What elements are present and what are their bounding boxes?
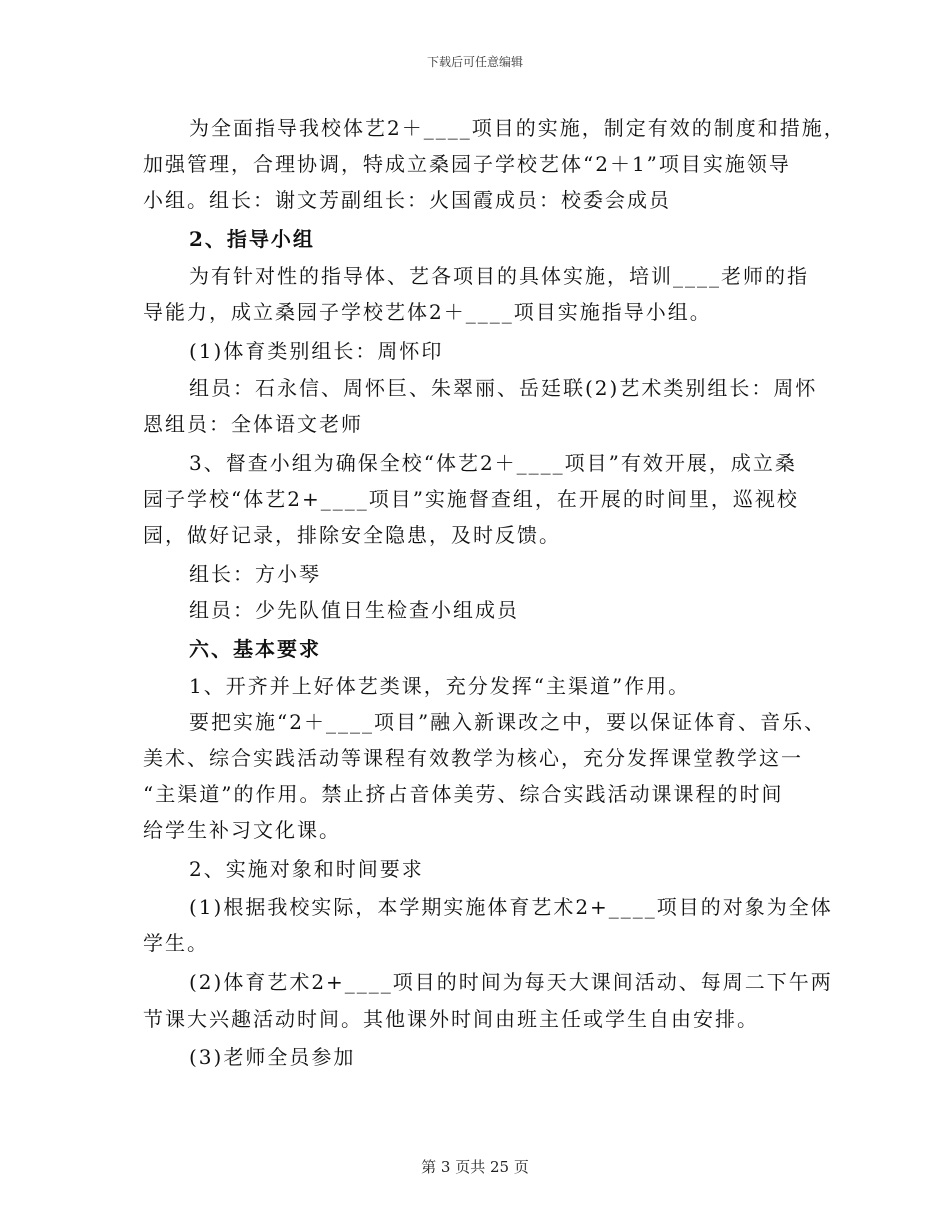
paragraph-line: 小组。组长：谢文芳副组长：火国霞成员：校委会成员 xyxy=(143,188,671,212)
paragraph-line: 3、督查小组为确保全校“体艺2＋____项目”有效开展，成立桑 xyxy=(189,451,797,475)
paragraph-line: (2)体育艺术2+____项目的时间为每天大课间活动、每周二下午两 xyxy=(189,970,833,994)
paragraph-line: 要把实施“2＋____项目”融入新课改之中，要以保证体育、音乐、 xyxy=(189,710,827,734)
paragraph-line: 加强管理，合理协调，特成立桑园子学校艺体“2＋1”项目实施领导 xyxy=(143,152,791,176)
paragraph-line: 组长：方小琴 xyxy=(189,562,321,586)
paragraph-line: 给学生补习文化课。 xyxy=(143,818,341,842)
paragraph-line: 园子学校“体艺2+____项目”实施督查组，在开展的时间里，巡视校 xyxy=(143,487,799,511)
paragraph-line: 2、实施对象和时间要求 xyxy=(189,857,424,881)
paragraph-line: 1、开齐并上好体艺类课，充分发挥“主渠道”作用。 xyxy=(189,674,691,698)
section-heading: 2、指导小组 xyxy=(189,227,315,251)
paragraph-line: 节课大兴趣活动时间。其他课外时间由班主任或学生自由安排。 xyxy=(143,1007,759,1031)
paragraph-line: “主渠道”的作用。禁止挤占音体美劳、综合实践活动课课程的时间 xyxy=(143,782,784,806)
paragraph-line: 学生。 xyxy=(143,931,209,955)
paragraph-line: 为全面指导我校体艺2＋____项目的实施，制定有效的制度和措施， xyxy=(189,116,846,140)
paragraph-line: 导能力，成立桑园子学校艺体2＋____项目实施指导小组。 xyxy=(143,300,712,324)
section-heading: 六、基本要求 xyxy=(189,637,321,661)
paragraph-line: 为有针对性的指导体、艺各项目的具体实施，培训____老师的指 xyxy=(189,264,809,288)
page-header: 下载后可任意编辑 xyxy=(426,55,523,69)
paragraph-line: (1)体育类别组长：周怀印 xyxy=(189,339,444,363)
paragraph-line: 美术、综合实践活动等课程有效教学为核心，充分发挥课堂教学这一 xyxy=(143,746,803,770)
paragraph-line: 组员：少先队值日生检查小组成员 xyxy=(189,598,519,622)
paragraph-line: 组员：石永信、周怀巨、朱翠丽、岳廷联(2)艺术类别组长：周怀 xyxy=(189,376,818,400)
page-number-footer: 第 3 页共 25 页 xyxy=(421,1158,529,1176)
paragraph-line: 恩组员：全体语文老师 xyxy=(143,412,363,436)
paragraph-line: 园，做好记录，排除安全隐患，及时反馈。 xyxy=(143,523,561,547)
paragraph-line: (1)根据我校实际，本学期实施体育艺术2+____项目的对象为全体 xyxy=(189,895,833,919)
paragraph-line: (3)老师全员参加 xyxy=(189,1045,356,1069)
